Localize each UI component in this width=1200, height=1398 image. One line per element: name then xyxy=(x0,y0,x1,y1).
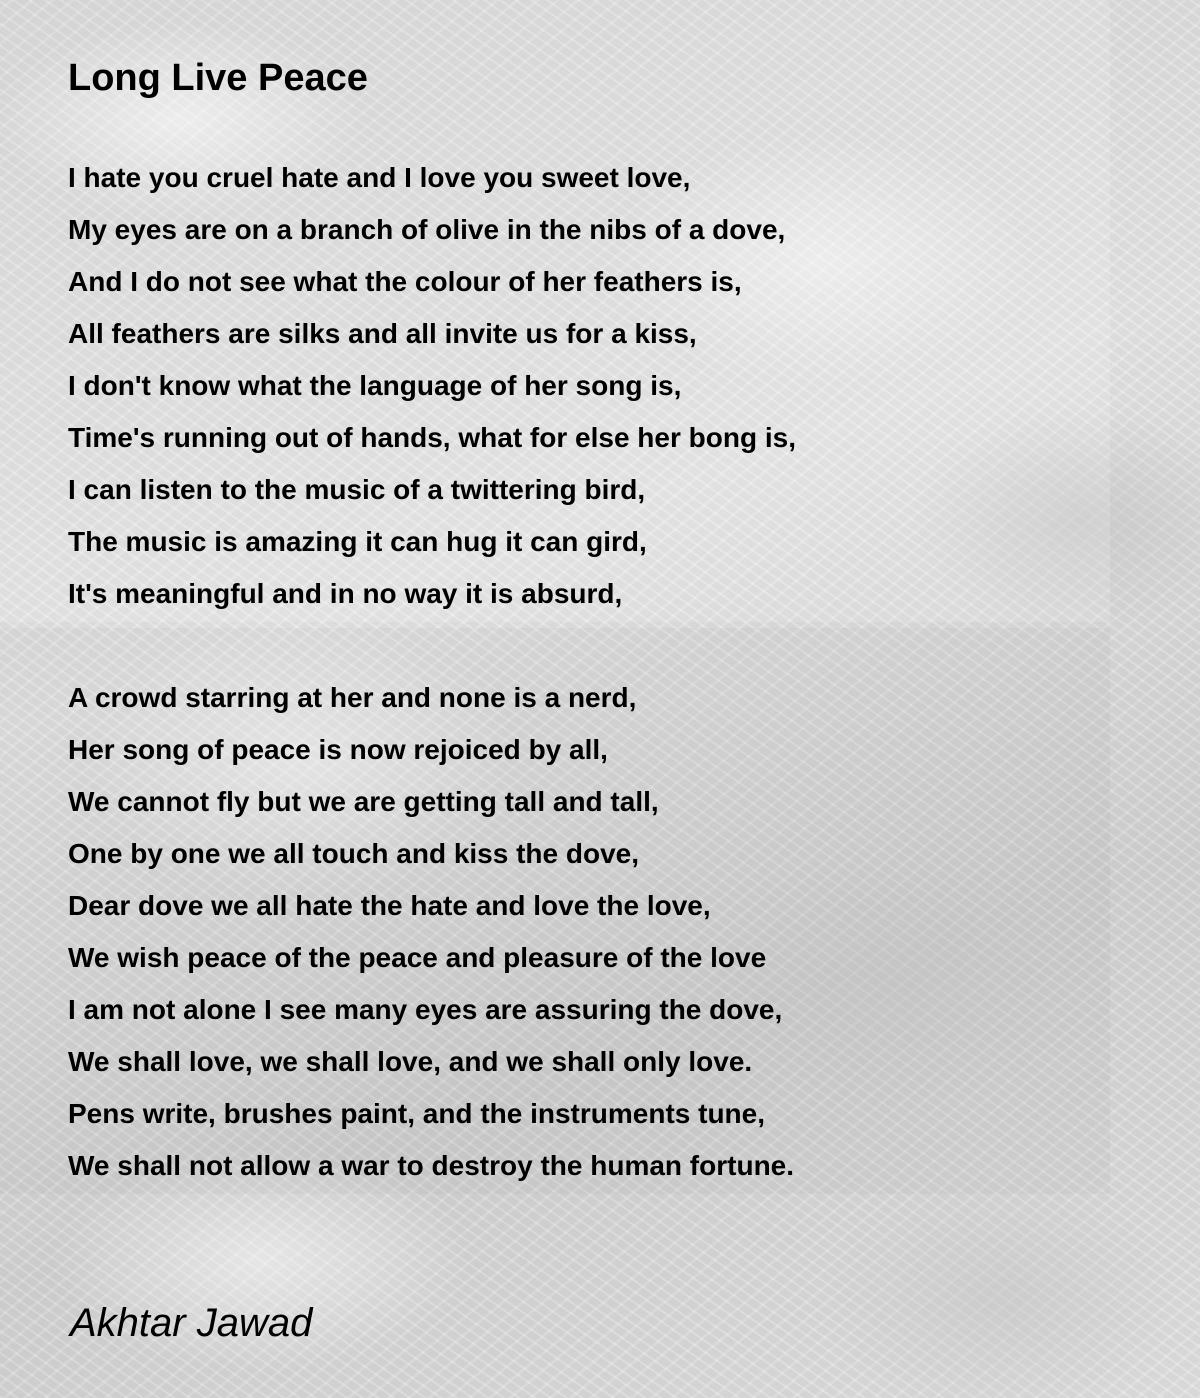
poem-line: We shall not allow a war to destroy the human fortune. xyxy=(68,1150,795,1181)
poem-line: Pens write, brushes paint, and the instruments tune, xyxy=(68,1098,766,1129)
poem-author: Akhtar Jawad xyxy=(70,1301,313,1345)
stanza-1 xyxy=(68,152,796,620)
poem-line: Her song of peace is now rejoiced by all, xyxy=(68,734,608,765)
poem-line: I hate you cruel hate and I love you sweet love, xyxy=(68,162,691,193)
poem-line: It's meaningful and in no way it is absurd, xyxy=(68,578,623,609)
stanza-2 xyxy=(68,672,794,1192)
poem-title: Long Live Peace xyxy=(68,57,368,99)
poem-line: And I do not see what the colour of her feathers is, xyxy=(68,266,742,297)
poem-line: My eyes are on a branch of olive in the nibs of a dove, xyxy=(68,214,786,245)
poem-line: A crowd starring at her and none is a nerd, xyxy=(68,682,637,713)
poem-line: I don't know what the language of her song is, xyxy=(68,370,682,401)
poem-line: We shall love, we shall love, and we shall only love. xyxy=(68,1046,753,1077)
poem-line: I can listen to the music of a twittering bird, xyxy=(68,474,646,505)
poem-line: I am not alone I see many eyes are assuring the dove, xyxy=(68,994,783,1025)
poem-line: We cannot fly but we are getting tall and tall, xyxy=(68,786,659,817)
poem-line: Time's running out of hands, what for else her bong is, xyxy=(68,422,796,453)
poem-line: All feathers are silks and all invite us for a kiss, xyxy=(68,318,697,349)
poem-line: One by one we all touch and kiss the dove, xyxy=(68,838,640,869)
poem-line: We wish peace of the peace and pleasure of the love xyxy=(68,942,767,973)
poem-line: The music is amazing it can hug it can gird, xyxy=(68,526,647,557)
poem-line: Dear dove we all hate the hate and love the love, xyxy=(68,890,711,921)
